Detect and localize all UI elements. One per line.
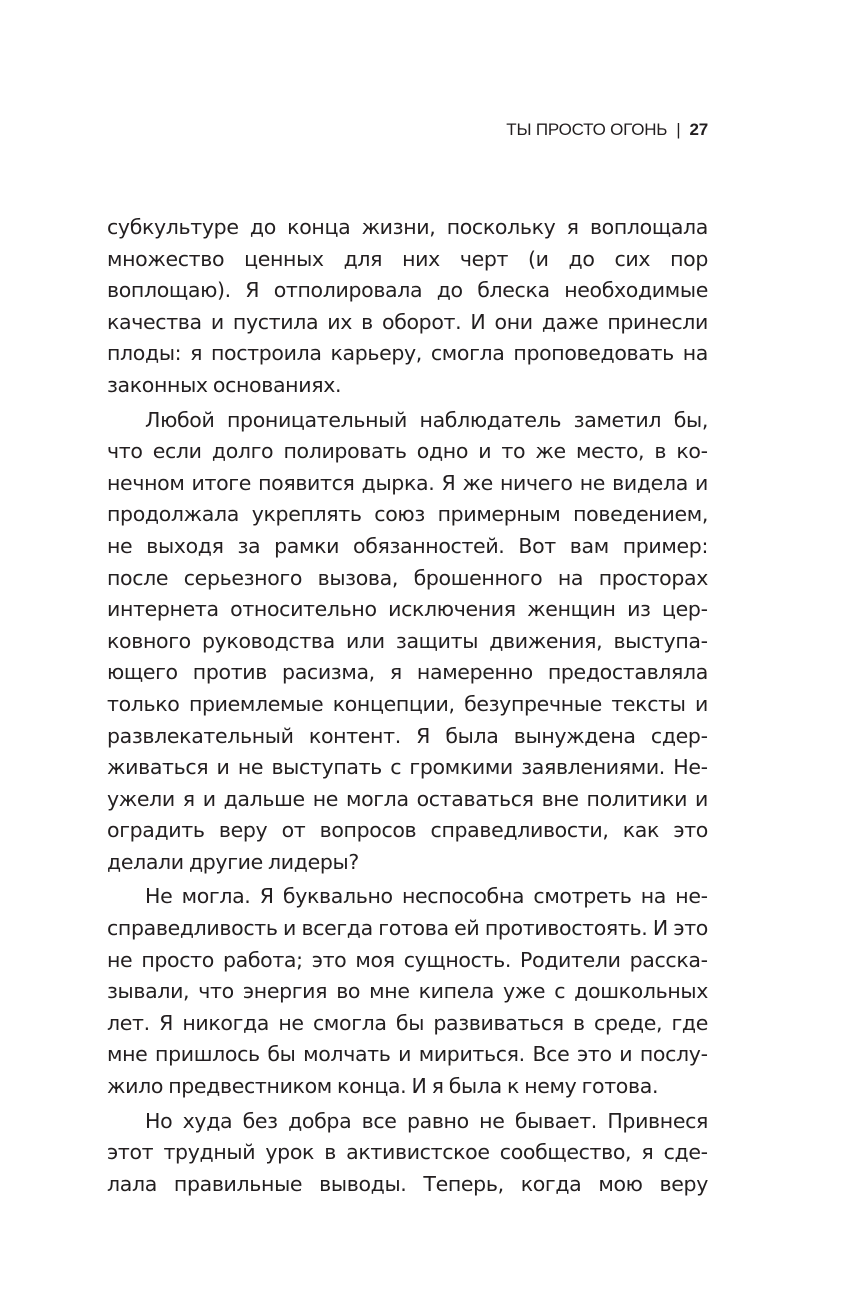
paragraph: субкультуре до конца жизни, поскольку я воплощала множество ценных для них черт (и до сих пор воплощаю). Я отполировала до блеска необходимые качества и пустила их в оборот. И они даже принесли плоды: я построила карьеру, смогла проповедовать на законных основаниях. [107,215,708,397]
body-text [107,212,708,1203]
page-number: 27 [689,120,708,139]
paragraph: Но худа без добра все равно не бывает. Привнеся этот трудный урок в активистское сообщество, я сделала правильные выводы. Теперь, когда мою веру [107,1108,708,1196]
paragraph: Любой проницательный наблюдатель заметил бы, что если долго полировать одно и то же место, в конечном итоге появится дырка. Я же ничего не видела и продолжала укреплять союз примерным поведением, не выходя за рамки обязанностей. Вот вам пример: после серьезного вызова, брошенного на просторах интернета относительно исключения женщин из церковного руководства или защиты движения, выступающего против расизма, я намеренно предоставляла только приемлемые концепции, безупречные тексты и развлекательный контент. Я была вынуждена сдерживаться и не выступать с громкими заявлениями. Неужели я и дальше не могла оставаться вне политики и оградить веру от вопросов справедливости, как это делали другие лидеры? [107,407,708,874]
running-head [506,120,708,140]
paragraph: Не могла. Я буквально неспособна смотреть на несправедливость и всегда готова ей противостоять. И это не просто работа; это моя сущность. Родители рассказывали, что энергия во мне кипела уже с дошкольных лет. Я никогда не смогла бы развиваться в среде, где мне пришлось бы молчать и мириться. Все это и послужило предвестником конца. И я была к нему готова. [107,884,708,1099]
header-separator: | [676,120,681,139]
running-title: ТЫ ПРОСТО ОГОНЬ [506,120,668,139]
